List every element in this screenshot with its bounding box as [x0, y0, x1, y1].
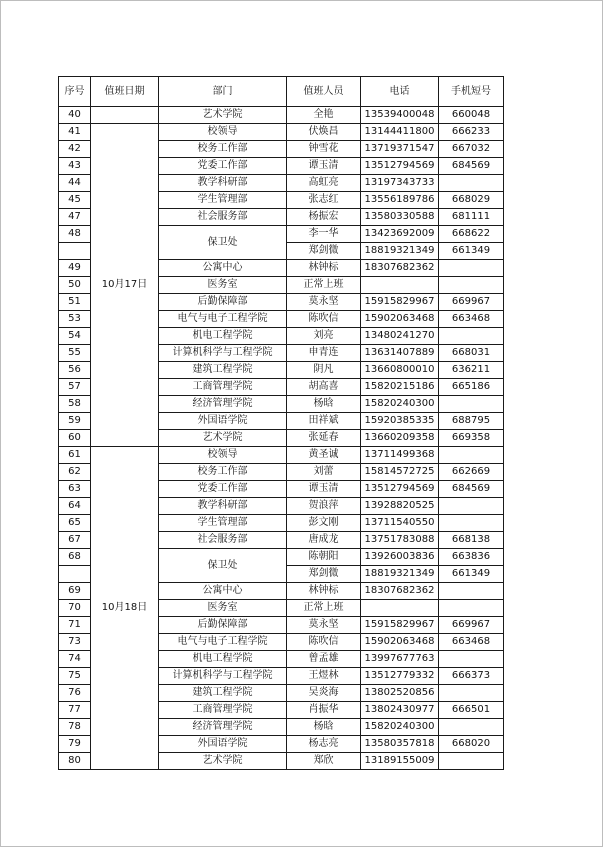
header-duty-person: 值班人员 — [287, 77, 361, 107]
cell-short-number: 665186 — [439, 379, 504, 396]
cell-department: 经济管理学院 — [159, 396, 287, 413]
cell-serial: 50 — [59, 277, 91, 294]
duty-roster-table — [58, 76, 504, 770]
header-phone: 电话 — [361, 77, 439, 107]
cell-phone: 13660209358 — [361, 430, 439, 447]
table-header-row — [59, 77, 504, 107]
cell-short-number: 661349 — [439, 243, 504, 260]
cell-phone — [361, 600, 439, 617]
cell-short-number — [439, 396, 504, 413]
cell-short-number — [439, 175, 504, 192]
table-row — [59, 107, 504, 124]
cell-serial: 61 — [59, 447, 91, 464]
cell-short-number — [439, 447, 504, 464]
cell-short-number: 668138 — [439, 532, 504, 549]
cell-person: 莫永坚 — [287, 617, 361, 634]
cell-person: 贺浪萍 — [287, 498, 361, 515]
cell-short-number: 661349 — [439, 566, 504, 583]
cell-phone: 13711499368 — [361, 447, 439, 464]
cell-person: 刘蕾 — [287, 464, 361, 481]
cell-short-number: 636211 — [439, 362, 504, 379]
cell-serial: 53 — [59, 311, 91, 328]
cell-short-number: 668031 — [439, 345, 504, 362]
cell-department: 学生管理部 — [159, 515, 287, 532]
cell-phone: 13580357818 — [361, 736, 439, 753]
cell-serial: 69 — [59, 583, 91, 600]
cell-serial: 67 — [59, 532, 91, 549]
cell-serial: 40 — [59, 107, 91, 124]
cell-serial: 55 — [59, 345, 91, 362]
cell-phone: 13997677763 — [361, 651, 439, 668]
cell-phone: 13480241270 — [361, 328, 439, 345]
cell-serial: 65 — [59, 515, 91, 532]
cell-person: 张志红 — [287, 192, 361, 209]
cell-department: 社会服务部 — [159, 209, 287, 226]
table-row — [59, 124, 504, 141]
cell-department: 电气与电子工程学院 — [159, 634, 287, 651]
cell-short-number: 662669 — [439, 464, 504, 481]
cell-phone: 15915829967 — [361, 294, 439, 311]
cell-short-number: 663468 — [439, 634, 504, 651]
cell-serial — [59, 243, 91, 260]
cell-phone: 15820240300 — [361, 719, 439, 736]
cell-serial — [59, 566, 91, 583]
cell-phone: 15814572725 — [361, 464, 439, 481]
cell-short-number: 667032 — [439, 141, 504, 158]
cell-phone: 18307682362 — [361, 260, 439, 277]
cell-person: 郑剑微 — [287, 243, 361, 260]
cell-person: 郑剑微 — [287, 566, 361, 583]
cell-department: 建筑工程学院 — [159, 362, 287, 379]
cell-department: 外国语学院 — [159, 736, 287, 753]
cell-serial: 58 — [59, 396, 91, 413]
cell-serial: 80 — [59, 753, 91, 770]
cell-person: 曾孟雄 — [287, 651, 361, 668]
cell-department: 公寓中心 — [159, 260, 287, 277]
cell-department: 医务室 — [159, 600, 287, 617]
cell-serial: 71 — [59, 617, 91, 634]
header-serial: 序号 — [59, 77, 91, 107]
cell-short-number: 666373 — [439, 668, 504, 685]
cell-person: 陈吹信 — [287, 634, 361, 651]
cell-department: 艺术学院 — [159, 430, 287, 447]
cell-phone: 13144411800 — [361, 124, 439, 141]
cell-serial: 64 — [59, 498, 91, 515]
cell-person: 莫永坚 — [287, 294, 361, 311]
cell-person: 高虹亮 — [287, 175, 361, 192]
cell-short-number: 669967 — [439, 294, 504, 311]
cell-department: 校务工作部 — [159, 141, 287, 158]
cell-person: 杨晗 — [287, 719, 361, 736]
cell-department: 党委工作部 — [159, 481, 287, 498]
cell-serial: 75 — [59, 668, 91, 685]
cell-person: 阴凡 — [287, 362, 361, 379]
cell-phone: 13660800010 — [361, 362, 439, 379]
cell-serial: 45 — [59, 192, 91, 209]
cell-short-number — [439, 719, 504, 736]
cell-person: 杨志亮 — [287, 736, 361, 753]
cell-phone: 13512794569 — [361, 481, 439, 498]
cell-date: 10月17日 — [91, 124, 159, 447]
cell-department: 外国语学院 — [159, 413, 287, 430]
cell-department: 保卫处 — [159, 226, 287, 260]
cell-department: 经济管理学院 — [159, 719, 287, 736]
cell-short-number: 668029 — [439, 192, 504, 209]
cell-person: 谭玉清 — [287, 481, 361, 498]
cell-department: 计算机科学与工程学院 — [159, 345, 287, 362]
cell-department: 学生管理部 — [159, 192, 287, 209]
cell-short-number — [439, 328, 504, 345]
cell-person: 肖振华 — [287, 702, 361, 719]
cell-short-number — [439, 600, 504, 617]
cell-short-number: 666233 — [439, 124, 504, 141]
cell-date: 10月18日 — [91, 447, 159, 770]
cell-person: 黄圣诚 — [287, 447, 361, 464]
cell-short-number: 669358 — [439, 430, 504, 447]
cell-short-number: 681111 — [439, 209, 504, 226]
cell-department: 党委工作部 — [159, 158, 287, 175]
cell-short-number — [439, 277, 504, 294]
header-department: 部门 — [159, 77, 287, 107]
cell-person: 杨振宏 — [287, 209, 361, 226]
cell-person: 田祥斌 — [287, 413, 361, 430]
cell-serial: 78 — [59, 719, 91, 736]
cell-short-number: 669967 — [439, 617, 504, 634]
cell-phone: 13512779332 — [361, 668, 439, 685]
cell-person: 张延春 — [287, 430, 361, 447]
cell-person: 李一华 — [287, 226, 361, 243]
cell-department: 机电工程学院 — [159, 651, 287, 668]
cell-date — [91, 107, 159, 124]
cell-person: 彭文刚 — [287, 515, 361, 532]
cell-person: 申青连 — [287, 345, 361, 362]
cell-person: 杨晗 — [287, 396, 361, 413]
cell-person: 伏焕昌 — [287, 124, 361, 141]
cell-person: 林钟标 — [287, 260, 361, 277]
cell-serial: 70 — [59, 600, 91, 617]
cell-serial: 73 — [59, 634, 91, 651]
cell-short-number: 660048 — [439, 107, 504, 124]
cell-phone: 15915829967 — [361, 617, 439, 634]
cell-phone: 18307682362 — [361, 583, 439, 600]
cell-serial: 51 — [59, 294, 91, 311]
cell-short-number — [439, 583, 504, 600]
cell-phone: 15820215186 — [361, 379, 439, 396]
cell-short-number: 684569 — [439, 481, 504, 498]
cell-serial: 74 — [59, 651, 91, 668]
cell-phone: 18819321349 — [361, 566, 439, 583]
cell-short-number: 684569 — [439, 158, 504, 175]
cell-department: 艺术学院 — [159, 753, 287, 770]
cell-short-number: 663468 — [439, 311, 504, 328]
cell-phone: 13197343733 — [361, 175, 439, 192]
cell-serial: 42 — [59, 141, 91, 158]
cell-serial: 68 — [59, 549, 91, 566]
cell-phone: 13802520856 — [361, 685, 439, 702]
cell-person: 谭玉清 — [287, 158, 361, 175]
cell-serial: 49 — [59, 260, 91, 277]
cell-short-number — [439, 260, 504, 277]
cell-department: 教学科研部 — [159, 498, 287, 515]
cell-person: 郑欣 — [287, 753, 361, 770]
cell-serial: 77 — [59, 702, 91, 719]
cell-short-number: 666501 — [439, 702, 504, 719]
cell-department: 后勤保障部 — [159, 294, 287, 311]
cell-department: 计算机科学与工程学院 — [159, 668, 287, 685]
cell-phone: 15920385335 — [361, 413, 439, 430]
cell-person: 陈吹信 — [287, 311, 361, 328]
cell-serial: 76 — [59, 685, 91, 702]
cell-phone: 15902063468 — [361, 634, 439, 651]
cell-short-number — [439, 753, 504, 770]
cell-short-number: 668622 — [439, 226, 504, 243]
cell-department: 公寓中心 — [159, 583, 287, 600]
cell-person: 正常上班 — [287, 600, 361, 617]
cell-serial: 62 — [59, 464, 91, 481]
cell-department: 工商管理学院 — [159, 702, 287, 719]
cell-phone: 15902063468 — [361, 311, 439, 328]
cell-person: 正常上班 — [287, 277, 361, 294]
table-row — [59, 447, 504, 464]
cell-phone: 13580330588 — [361, 209, 439, 226]
cell-serial: 54 — [59, 328, 91, 345]
cell-phone: 13928820525 — [361, 498, 439, 515]
cell-short-number — [439, 651, 504, 668]
cell-short-number — [439, 685, 504, 702]
cell-person: 王煜林 — [287, 668, 361, 685]
cell-person: 钟雪花 — [287, 141, 361, 158]
cell-department: 校领导 — [159, 447, 287, 464]
header-short-number: 手机短号 — [439, 77, 504, 107]
cell-department: 机电工程学院 — [159, 328, 287, 345]
table-body — [59, 107, 504, 770]
cell-department: 校务工作部 — [159, 464, 287, 481]
cell-short-number: 688795 — [439, 413, 504, 430]
cell-phone: 13423692009 — [361, 226, 439, 243]
cell-phone: 13512794569 — [361, 158, 439, 175]
cell-short-number — [439, 498, 504, 515]
cell-department: 工商管理学院 — [159, 379, 287, 396]
cell-phone: 13802430977 — [361, 702, 439, 719]
cell-department: 教学科研部 — [159, 175, 287, 192]
cell-phone: 13711540550 — [361, 515, 439, 532]
cell-serial: 63 — [59, 481, 91, 498]
cell-serial: 56 — [59, 362, 91, 379]
cell-person: 刘亮 — [287, 328, 361, 345]
cell-department: 保卫处 — [159, 549, 287, 583]
cell-department: 社会服务部 — [159, 532, 287, 549]
cell-serial: 44 — [59, 175, 91, 192]
cell-person: 胡高喜 — [287, 379, 361, 396]
cell-phone: 18819321349 — [361, 243, 439, 260]
cell-serial: 43 — [59, 158, 91, 175]
cell-person: 吴炎海 — [287, 685, 361, 702]
cell-phone: 13189155009 — [361, 753, 439, 770]
cell-department: 后勤保障部 — [159, 617, 287, 634]
cell-phone: 13556189786 — [361, 192, 439, 209]
cell-department: 电气与电子工程学院 — [159, 311, 287, 328]
cell-department: 艺术学院 — [159, 107, 287, 124]
header-duty-date: 值班日期 — [91, 77, 159, 107]
cell-serial: 60 — [59, 430, 91, 447]
cell-short-number: 663836 — [439, 549, 504, 566]
cell-person: 唐成龙 — [287, 532, 361, 549]
cell-person: 陈朝阳 — [287, 549, 361, 566]
cell-phone: 15820240300 — [361, 396, 439, 413]
cell-department: 建筑工程学院 — [159, 685, 287, 702]
cell-serial: 41 — [59, 124, 91, 141]
cell-person: 林钟标 — [287, 583, 361, 600]
cell-phone: 13751783088 — [361, 532, 439, 549]
cell-serial: 79 — [59, 736, 91, 753]
cell-serial: 59 — [59, 413, 91, 430]
cell-phone: 13631407889 — [361, 345, 439, 362]
cell-short-number: 668020 — [439, 736, 504, 753]
cell-phone — [361, 277, 439, 294]
cell-serial: 48 — [59, 226, 91, 243]
cell-short-number — [439, 515, 504, 532]
cell-department: 校领导 — [159, 124, 287, 141]
cell-department: 医务室 — [159, 277, 287, 294]
cell-person: 全艳 — [287, 107, 361, 124]
cell-phone: 13926003836 — [361, 549, 439, 566]
cell-serial: 57 — [59, 379, 91, 396]
cell-serial: 47 — [59, 209, 91, 226]
cell-phone: 13719371547 — [361, 141, 439, 158]
cell-phone: 13539400048 — [361, 107, 439, 124]
